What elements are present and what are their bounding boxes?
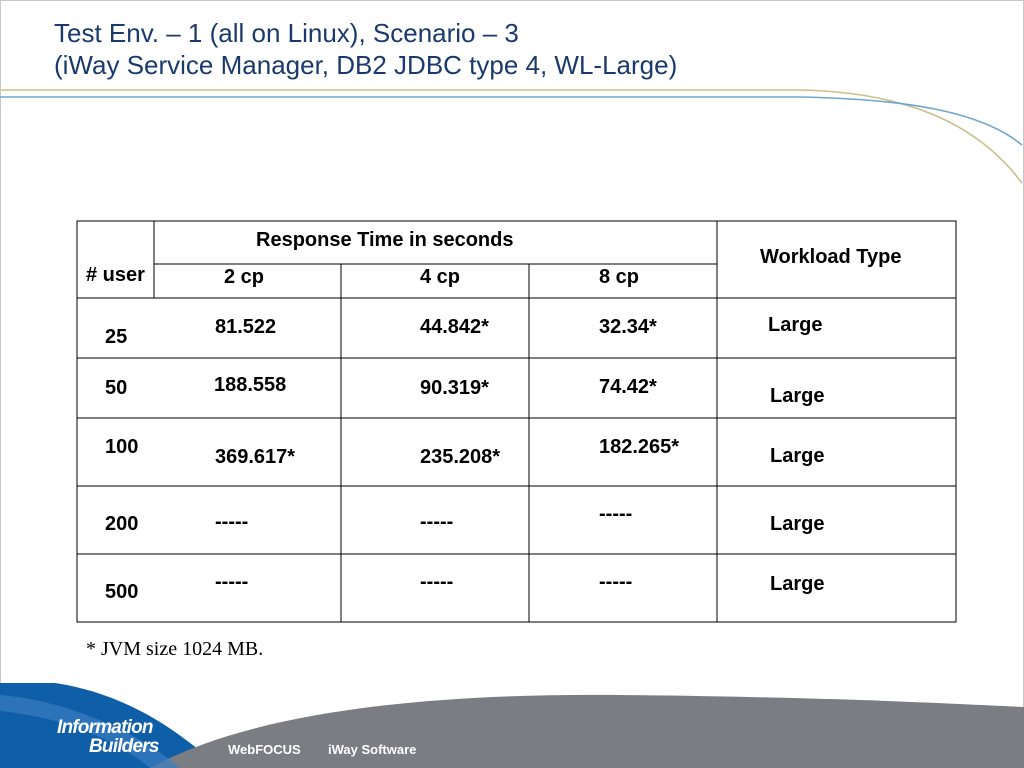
table-cell-workload: Large (770, 513, 825, 535)
table-cell-workload: Large (770, 385, 825, 407)
brand-line-2: Builders (89, 736, 159, 757)
table-cell-cp4: ----- (420, 511, 454, 533)
title-line-1: Test Env. – 1 (all on Linux), Scenario – 3 (54, 18, 519, 48)
table-cell-cp2: 369.617* (215, 446, 296, 468)
table-cell-cp8: 182.265* (599, 436, 680, 458)
table-cell-cp4: ----- (420, 571, 454, 593)
workload-type-header: Workload Type (760, 246, 902, 268)
response-time-header: Response Time in seconds (256, 229, 514, 251)
table-cell-cp4: 235.208* (420, 446, 501, 468)
table-row-users: 100 (105, 436, 139, 458)
table-row-users: 200 (105, 513, 139, 535)
brand-line-1: Information (57, 717, 153, 738)
table-row-users: 50 (105, 377, 128, 399)
cp2-header: 2 cp (224, 266, 265, 288)
webfocus-label: WebFOCUS (228, 742, 301, 757)
table-cell-workload: Large (768, 314, 823, 336)
table-cell-cp2: ----- (215, 511, 249, 533)
table-row-users: 500 (105, 581, 139, 603)
iway-software-label: iWay Software (328, 742, 417, 757)
title-line-2: (iWay Service Manager, DB2 JDBC type 4, WL-Large) (54, 50, 678, 80)
table-cell-workload: Large (770, 445, 825, 467)
table-cell-cp2: ----- (215, 571, 249, 593)
footnote: * JVM size 1024 MB. (86, 638, 264, 660)
user-count-header: # user (86, 264, 145, 286)
table-cell-cp4: 44.842* (420, 316, 489, 338)
cp8-header: 8 cp (599, 266, 640, 288)
table-cell-cp8: 74.42* (599, 376, 657, 398)
table-cell-cp2: 188.558 (214, 374, 287, 396)
table-cell-cp8: ----- (599, 571, 633, 593)
table-cell-cp8: 32.34* (599, 316, 657, 338)
table-cell-cp4: 90.319* (420, 377, 489, 399)
table-cell-cp2: 81.522 (215, 316, 277, 338)
table-row-users: 25 (105, 326, 128, 348)
cp4-header: 4 cp (420, 266, 461, 288)
information-builders-logo (57, 718, 159, 756)
table-cell-workload: Large (770, 573, 825, 595)
table-cell-cp8: ----- (599, 503, 633, 525)
